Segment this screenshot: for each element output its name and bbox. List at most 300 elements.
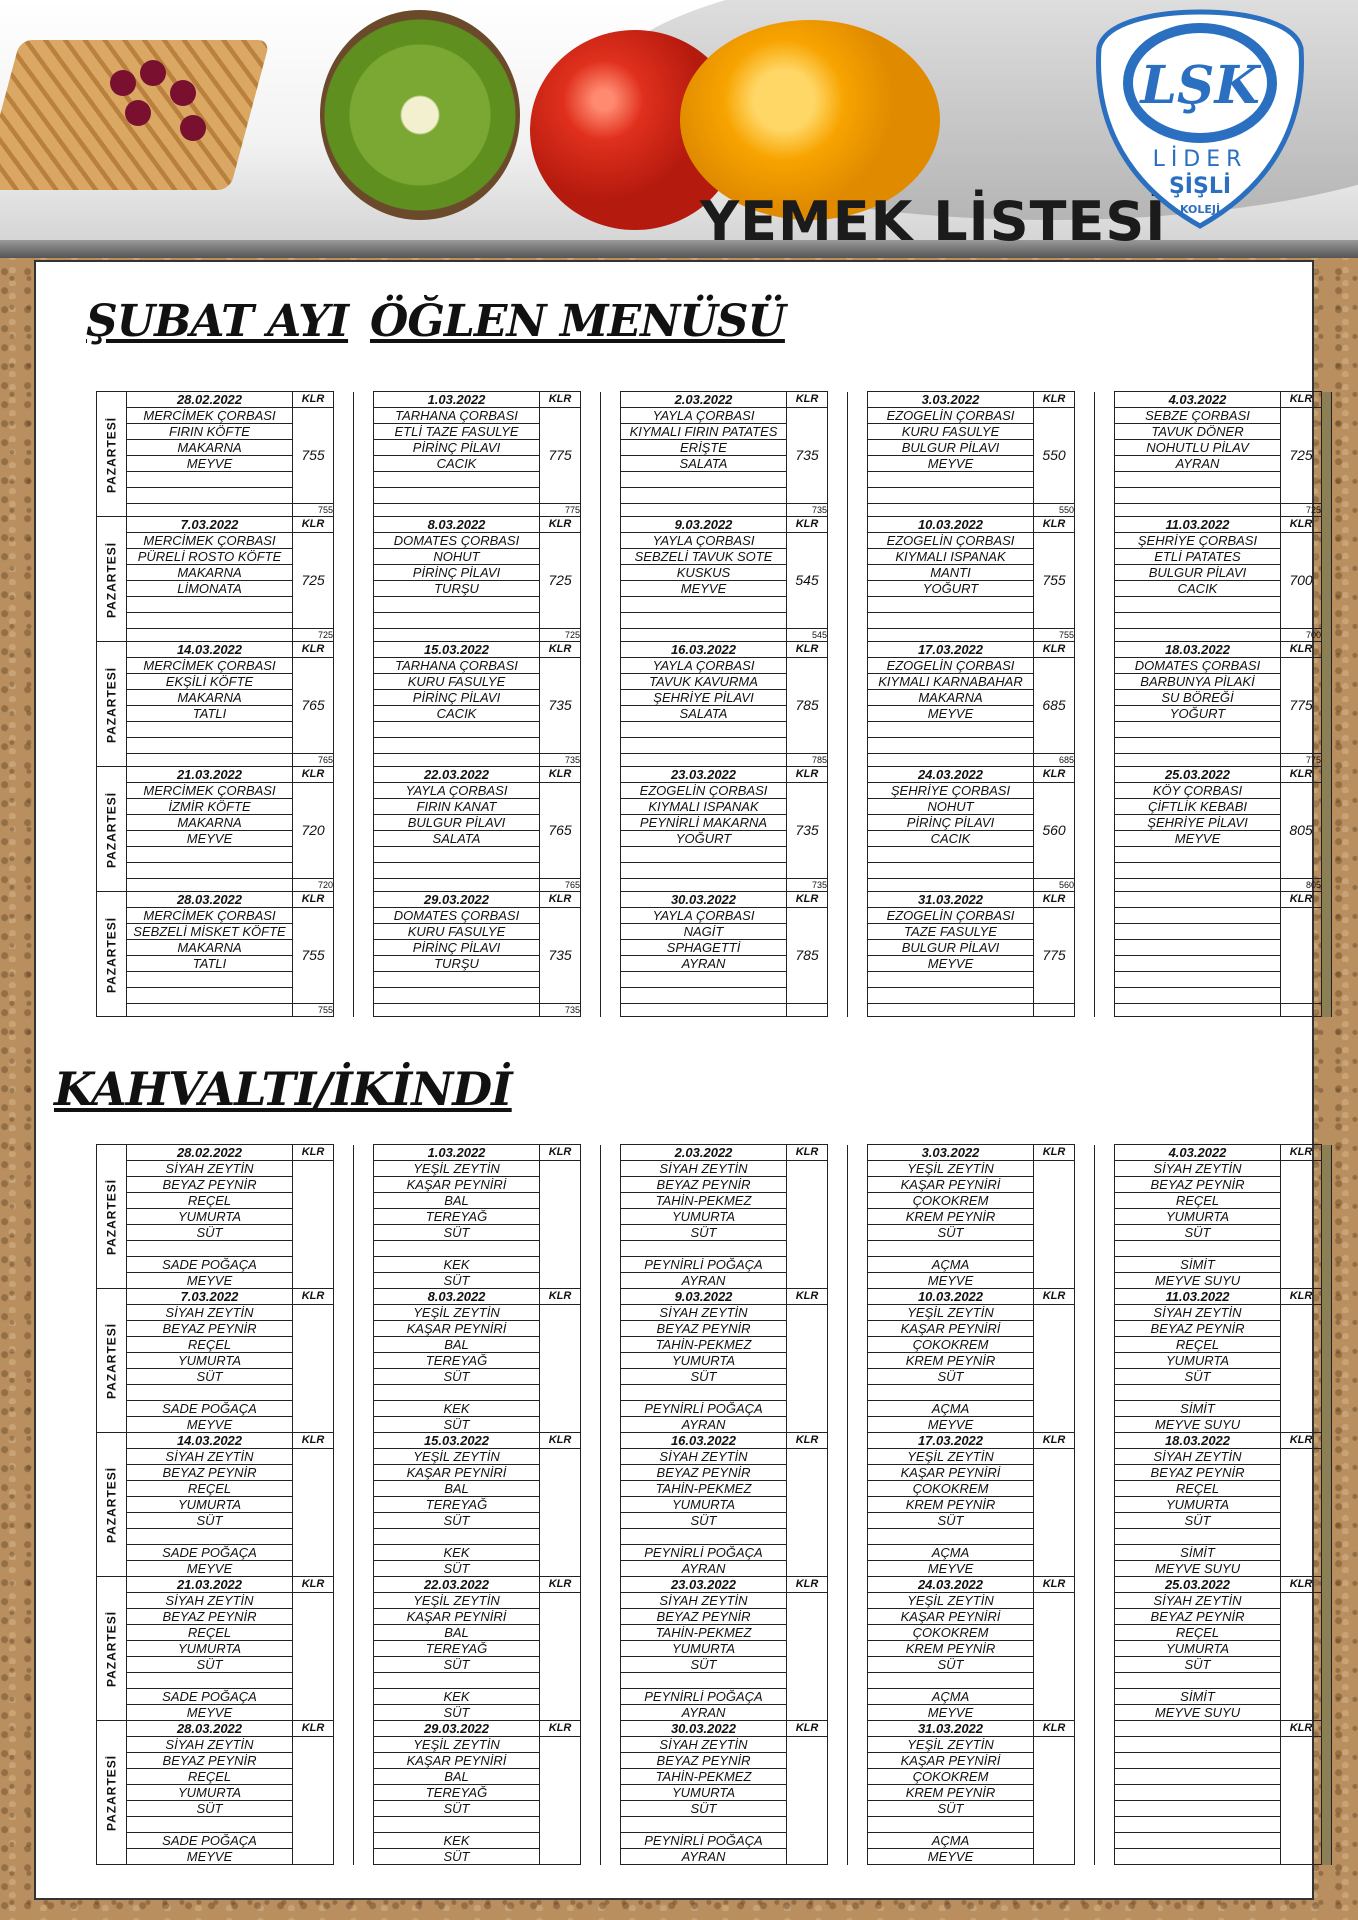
spacer-cell — [601, 1529, 621, 1545]
menu-item: SEBZELİ MİSKET KÖFTE — [127, 924, 293, 940]
spacer-cell — [581, 642, 601, 658]
spacer-cell — [828, 549, 848, 565]
menu-item: SÜT — [374, 1561, 540, 1577]
menu-item: YUMURTA — [127, 1353, 293, 1369]
spacer-cell — [1075, 581, 1095, 597]
menu-item: PİRİNÇ PİLAVI — [374, 440, 540, 456]
menu-item — [868, 1529, 1034, 1545]
menu-item — [374, 722, 540, 738]
spacer-cell — [601, 565, 621, 581]
calorie-total: 775 — [540, 504, 581, 517]
calorie-total: 775 — [1281, 754, 1322, 767]
spacer-cell — [848, 1545, 868, 1561]
spacer-cell — [1075, 908, 1095, 924]
spacer-cell — [1095, 924, 1115, 940]
olive-border — [1322, 1849, 1332, 1865]
menu-item: REÇEL — [127, 1337, 293, 1353]
spacer-cell — [848, 1609, 868, 1625]
spacer-cell — [848, 1209, 868, 1225]
spacer-cell — [581, 1737, 601, 1753]
menu-date: 24.03.2022 — [868, 1577, 1034, 1593]
menu-item: LİMONATA — [127, 581, 293, 597]
spacer-cell — [848, 799, 868, 815]
day-label: PAZARTESİ — [97, 767, 127, 892]
spacer-cell — [848, 642, 868, 658]
spacer-cell — [848, 1577, 868, 1593]
menu-item — [868, 722, 1034, 738]
spacer-cell — [848, 706, 868, 722]
spacer-cell — [1075, 1004, 1095, 1017]
menu-item: YUMURTA — [1115, 1209, 1281, 1225]
spacer-cell — [354, 831, 374, 847]
menu-item — [868, 1004, 1034, 1017]
menu-item: KAŞAR PEYNİRİ — [868, 1465, 1034, 1481]
spacer-cell — [1075, 879, 1095, 892]
menu-item: MEYVE — [127, 1273, 293, 1289]
spacer-cell — [828, 1577, 848, 1593]
spacer-cell — [1075, 1273, 1095, 1289]
spacer-cell — [354, 1193, 374, 1209]
spacer-cell — [334, 1433, 354, 1449]
spacer-cell — [601, 847, 621, 863]
calorie-value: 550 — [1034, 408, 1075, 504]
olive-border — [1322, 1833, 1332, 1849]
spacer-cell — [334, 1321, 354, 1337]
klr-header: KLR — [540, 1577, 581, 1593]
spacer-cell — [828, 988, 848, 1004]
spacer-cell — [1075, 783, 1095, 799]
day-label: PAZARTESİ — [97, 642, 127, 767]
svg-text:LŞK: LŞK — [1140, 55, 1260, 116]
menu-date: 2.03.2022 — [621, 1145, 787, 1161]
menu-item: PİRİNÇ PİLAVI — [374, 690, 540, 706]
spacer-cell — [1095, 1705, 1115, 1721]
klr-header: KLR — [1034, 642, 1075, 658]
spacer-cell — [828, 613, 848, 629]
olive-border — [1322, 1369, 1332, 1385]
spacer-cell — [354, 738, 374, 754]
spacer-cell — [354, 424, 374, 440]
spacer-cell — [828, 1433, 848, 1449]
spacer-cell — [334, 972, 354, 988]
spacer-cell — [601, 1673, 621, 1689]
spacer-cell — [1075, 1641, 1095, 1657]
klr-header: KLR — [293, 517, 334, 533]
spacer-cell — [848, 408, 868, 424]
menu-item: YAYLA ÇORBASI — [374, 783, 540, 799]
menu-date: 10.03.2022 — [868, 1289, 1034, 1305]
menu-item: TEREYAĞ — [374, 1353, 540, 1369]
menu-item: KREM PEYNİR — [868, 1209, 1034, 1225]
spacer-cell — [334, 1625, 354, 1641]
menu-item — [621, 504, 787, 517]
spacer-cell — [828, 1657, 848, 1673]
spacer-cell — [848, 1497, 868, 1513]
olive-border — [1322, 1449, 1332, 1465]
klr-header: KLR — [787, 1721, 828, 1737]
menu-item: KIYMALI KARNABAHAR — [868, 674, 1034, 690]
menu-item — [127, 988, 293, 1004]
menu-item: ŞEHRİYE PİLAVI — [1115, 815, 1281, 831]
klr-header: KLR — [1281, 1721, 1322, 1737]
spacer-cell — [1095, 392, 1115, 408]
spacer-cell — [1095, 1801, 1115, 1817]
spacer-cell — [1095, 767, 1115, 783]
menu-item: SİMİT — [1115, 1545, 1281, 1561]
olive-border — [1322, 1305, 1332, 1321]
spacer-cell — [334, 424, 354, 440]
menu-item — [621, 738, 787, 754]
spacer-cell — [334, 1753, 354, 1769]
olive-border — [1322, 754, 1332, 767]
spacer-cell — [1095, 940, 1115, 956]
menu-item — [1115, 722, 1281, 738]
menu-date: 9.03.2022 — [621, 1289, 787, 1305]
menu-item: BEYAZ PEYNİR — [621, 1177, 787, 1193]
spacer-cell — [601, 1401, 621, 1417]
menu-date: 17.03.2022 — [868, 1433, 1034, 1449]
spacer-cell — [581, 1273, 601, 1289]
olive-border — [1322, 1817, 1332, 1833]
menu-date: 31.03.2022 — [868, 892, 1034, 908]
menu-item: BULGUR PİLAVI — [1115, 565, 1281, 581]
olive-border — [1322, 1337, 1332, 1353]
menu-item: SÜT — [374, 1513, 540, 1529]
menu-item: DOMATES ÇORBASI — [374, 908, 540, 924]
spacer-cell — [334, 549, 354, 565]
spacer-cell — [581, 690, 601, 706]
berry-image — [125, 100, 151, 126]
spacer-cell — [581, 879, 601, 892]
menu-item: ÇOKOKREM — [868, 1481, 1034, 1497]
berry-image — [180, 115, 206, 141]
calorie-total — [1281, 1004, 1322, 1017]
spacer-cell — [848, 722, 868, 738]
spacer-cell — [334, 1305, 354, 1321]
spacer-cell — [334, 658, 354, 674]
menu-item: SİMİT — [1115, 1689, 1281, 1705]
olive-border — [1322, 767, 1332, 783]
menu-item: ÇOKOKREM — [868, 1337, 1034, 1353]
menu-item — [374, 988, 540, 1004]
spacer-cell — [828, 1401, 848, 1417]
spacer-cell — [848, 956, 868, 972]
calorie-value: 725 — [293, 533, 334, 629]
spacer-cell — [848, 1593, 868, 1609]
spacer-cell — [828, 754, 848, 767]
spacer-cell — [354, 908, 374, 924]
spacer-cell — [828, 674, 848, 690]
spacer-cell — [848, 1785, 868, 1801]
spacer-cell — [601, 1721, 621, 1737]
spacer-cell — [334, 908, 354, 924]
menu-item: PEYNİRLİ POĞAÇA — [621, 1689, 787, 1705]
spacer-cell — [1075, 1433, 1095, 1449]
calorie-value — [1281, 1737, 1322, 1865]
menu-item — [374, 879, 540, 892]
svg-text:KOLEJİ: KOLEJİ — [1179, 203, 1221, 216]
spacer-cell — [1075, 1849, 1095, 1865]
menu-item: SİYAH ZEYTİN — [127, 1737, 293, 1753]
klr-header: KLR — [1281, 1145, 1322, 1161]
spacer-cell — [354, 1577, 374, 1593]
calorie-value — [1281, 1593, 1322, 1721]
menu-item — [868, 1385, 1034, 1401]
menu-item: KIYMALI FIRIN PATATES — [621, 424, 787, 440]
calorie-total: 765 — [293, 754, 334, 767]
spacer-cell — [334, 799, 354, 815]
spacer-cell — [601, 613, 621, 629]
klr-header: KLR — [1034, 1721, 1075, 1737]
spacer-cell — [848, 658, 868, 674]
menu-date: 22.03.2022 — [374, 767, 540, 783]
spacer-cell — [581, 1577, 601, 1593]
spacer-cell — [848, 879, 868, 892]
spacer-cell — [601, 690, 621, 706]
menu-item — [374, 1241, 540, 1257]
menu-date: 8.03.2022 — [374, 517, 540, 533]
spacer-cell — [581, 1353, 601, 1369]
spacer-cell — [848, 549, 868, 565]
berry-image — [110, 70, 136, 96]
spacer-cell — [354, 504, 374, 517]
menu-item: MERCİMEK ÇORBASI — [127, 408, 293, 424]
spacer-cell — [581, 517, 601, 533]
spacer-cell — [828, 1241, 848, 1257]
menu-item: SADE POĞAÇA — [127, 1833, 293, 1849]
menu-item: BAL — [374, 1337, 540, 1353]
menu-item: MEYVE SUYU — [1115, 1561, 1281, 1577]
klr-header: KLR — [293, 1433, 334, 1449]
spacer-cell — [581, 815, 601, 831]
menu-item: ERİŞTE — [621, 440, 787, 456]
spacer-cell — [848, 940, 868, 956]
menu-item: PEYNİRLİ POĞAÇA — [621, 1833, 787, 1849]
menu-item — [621, 613, 787, 629]
spacer-cell — [1095, 783, 1115, 799]
menu-item: AÇMA — [868, 1545, 1034, 1561]
menu-item: SÜT — [374, 1849, 540, 1865]
menu-item: SALATA — [621, 706, 787, 722]
spacer-cell — [581, 1673, 601, 1689]
spacer-cell — [601, 488, 621, 504]
spacer-cell — [354, 1145, 374, 1161]
calorie-value — [787, 1161, 828, 1289]
spacer-cell — [601, 940, 621, 956]
spacer-cell — [828, 629, 848, 642]
menu-item: PEYNİRLİ POĞAÇA — [621, 1545, 787, 1561]
menu-item: MAKARNA — [127, 815, 293, 831]
spacer-cell — [334, 1353, 354, 1369]
menu-item: SİYAH ZEYTİN — [621, 1593, 787, 1609]
spacer-cell — [354, 1497, 374, 1513]
menu-item: SİYAH ZEYTİN — [127, 1305, 293, 1321]
spacer-cell — [601, 517, 621, 533]
spacer-cell — [1075, 1369, 1095, 1385]
spacer-cell — [828, 1177, 848, 1193]
spacer-cell — [354, 754, 374, 767]
spacer-cell — [1095, 1529, 1115, 1545]
menu-date: 3.03.2022 — [868, 1145, 1034, 1161]
menu-date: 29.03.2022 — [374, 892, 540, 908]
menu-item — [374, 1529, 540, 1545]
menu-item: KURU FASULYE — [374, 674, 540, 690]
menu-date: 23.03.2022 — [621, 767, 787, 783]
menu-item: YUMURTA — [1115, 1641, 1281, 1657]
spacer-cell — [354, 1257, 374, 1273]
calorie-value: 785 — [787, 658, 828, 754]
olive-border — [1322, 1673, 1332, 1689]
spacer-cell — [334, 642, 354, 658]
spacer-cell — [601, 783, 621, 799]
spacer-cell — [601, 408, 621, 424]
menu-item — [1115, 924, 1281, 940]
spacer-cell — [581, 581, 601, 597]
spacer-cell — [334, 815, 354, 831]
olive-border — [1322, 392, 1332, 408]
olive-border — [1322, 456, 1332, 472]
olive-border — [1322, 1497, 1332, 1513]
menu-item — [1115, 863, 1281, 879]
spacer-cell — [828, 956, 848, 972]
spacer-cell — [334, 1465, 354, 1481]
menu-item: FIRIN KANAT — [374, 799, 540, 815]
spacer-cell — [581, 863, 601, 879]
menu-item: EZOGELİN ÇORBASI — [868, 658, 1034, 674]
spacer-cell — [354, 940, 374, 956]
day-label: PAZARTESİ — [97, 1289, 127, 1433]
spacer-cell — [581, 1721, 601, 1737]
olive-border — [1322, 1721, 1332, 1737]
spacer-cell — [354, 456, 374, 472]
spacer-cell — [581, 1305, 601, 1321]
olive-border — [1322, 1193, 1332, 1209]
menu-item: YEŞİL ZEYTİN — [868, 1449, 1034, 1465]
spacer-cell — [1075, 629, 1095, 642]
menu-item: NOHUT — [868, 799, 1034, 815]
spacer-cell — [1075, 1817, 1095, 1833]
spacer-cell — [1095, 1177, 1115, 1193]
spacer-cell — [354, 1401, 374, 1417]
spacer-cell — [334, 1337, 354, 1353]
menu-item — [1115, 629, 1281, 642]
spacer-cell — [354, 1849, 374, 1865]
spacer-cell — [601, 1337, 621, 1353]
olive-border — [1322, 1577, 1332, 1593]
menu-item — [1115, 613, 1281, 629]
spacer-cell — [334, 767, 354, 783]
menu-item: YEŞİL ZEYTİN — [374, 1161, 540, 1177]
menu-item: ETLİ TAZE FASULYE — [374, 424, 540, 440]
spacer-cell — [354, 1545, 374, 1561]
spacer-cell — [1075, 988, 1095, 1004]
spacer-cell — [581, 1193, 601, 1209]
spacer-cell — [581, 1497, 601, 1513]
spacer-cell — [354, 1673, 374, 1689]
spacer-cell — [334, 1769, 354, 1785]
menu-item: NOHUT — [374, 549, 540, 565]
spacer-cell — [848, 1705, 868, 1721]
spacer-cell — [1075, 940, 1095, 956]
olive-border — [1322, 1737, 1332, 1753]
spacer-cell — [1075, 472, 1095, 488]
spacer-cell — [354, 988, 374, 1004]
spacer-cell — [1075, 642, 1095, 658]
spacer-cell — [354, 1209, 374, 1225]
spacer-cell — [581, 988, 601, 1004]
spacer-cell — [601, 1833, 621, 1849]
spacer-cell — [601, 549, 621, 565]
calorie-value: 735 — [540, 658, 581, 754]
spacer-cell — [828, 1513, 848, 1529]
menu-date: 11.03.2022 — [1115, 517, 1281, 533]
spacer-cell — [828, 1193, 848, 1209]
berry-image — [140, 60, 166, 86]
spacer-cell — [601, 1593, 621, 1609]
spacer-cell — [828, 1321, 848, 1337]
spacer-cell — [1095, 1273, 1115, 1289]
menu-date: 31.03.2022 — [868, 1721, 1034, 1737]
spacer-cell — [334, 517, 354, 533]
spacer-cell — [1075, 1161, 1095, 1177]
calorie-value — [1034, 1161, 1075, 1289]
klr-header: KLR — [540, 1289, 581, 1305]
menu-date: 9.03.2022 — [621, 517, 787, 533]
menu-item: KREM PEYNİR — [868, 1641, 1034, 1657]
calorie-value — [293, 1449, 334, 1577]
spacer-cell — [601, 472, 621, 488]
spacer-cell — [848, 1353, 868, 1369]
spacer-cell — [848, 1385, 868, 1401]
spacer-cell — [601, 1385, 621, 1401]
olive-border — [1322, 1753, 1332, 1769]
menu-item: YUMURTA — [1115, 1353, 1281, 1369]
spacer-cell — [601, 831, 621, 847]
spacer-cell — [601, 924, 621, 940]
spacer-cell — [828, 738, 848, 754]
school-logo — [1095, 8, 1305, 230]
day-label: PAZARTESİ — [97, 1721, 127, 1865]
menu-item: AÇMA — [868, 1401, 1034, 1417]
olive-border — [1322, 815, 1332, 831]
menu-item: MAKARNA — [127, 940, 293, 956]
spacer-cell — [334, 1641, 354, 1657]
olive-border — [1322, 1225, 1332, 1241]
spacer-cell — [354, 1721, 374, 1737]
menu-item: SADE POĞAÇA — [127, 1257, 293, 1273]
olive-border — [1322, 1641, 1332, 1657]
spacer-cell — [828, 1849, 848, 1865]
spacer-cell — [1075, 1657, 1095, 1673]
calorie-value: 685 — [1034, 658, 1075, 754]
spacer-cell — [848, 783, 868, 799]
spacer-cell — [1095, 472, 1115, 488]
calorie-value: 735 — [540, 908, 581, 1004]
spacer-cell — [334, 892, 354, 908]
menu-item — [1115, 488, 1281, 504]
spacer-cell — [581, 565, 601, 581]
spacer-cell — [354, 1337, 374, 1353]
spacer-cell — [828, 1161, 848, 1177]
spacer-cell — [848, 1449, 868, 1465]
menu-item: TATLI — [127, 956, 293, 972]
spacer-cell — [848, 1529, 868, 1545]
spacer-cell — [601, 815, 621, 831]
spacer-cell — [828, 1497, 848, 1513]
spacer-cell — [581, 1689, 601, 1705]
spacer-cell — [581, 1529, 601, 1545]
menu-item: PEYNİRLİ POĞAÇA — [621, 1257, 787, 1273]
